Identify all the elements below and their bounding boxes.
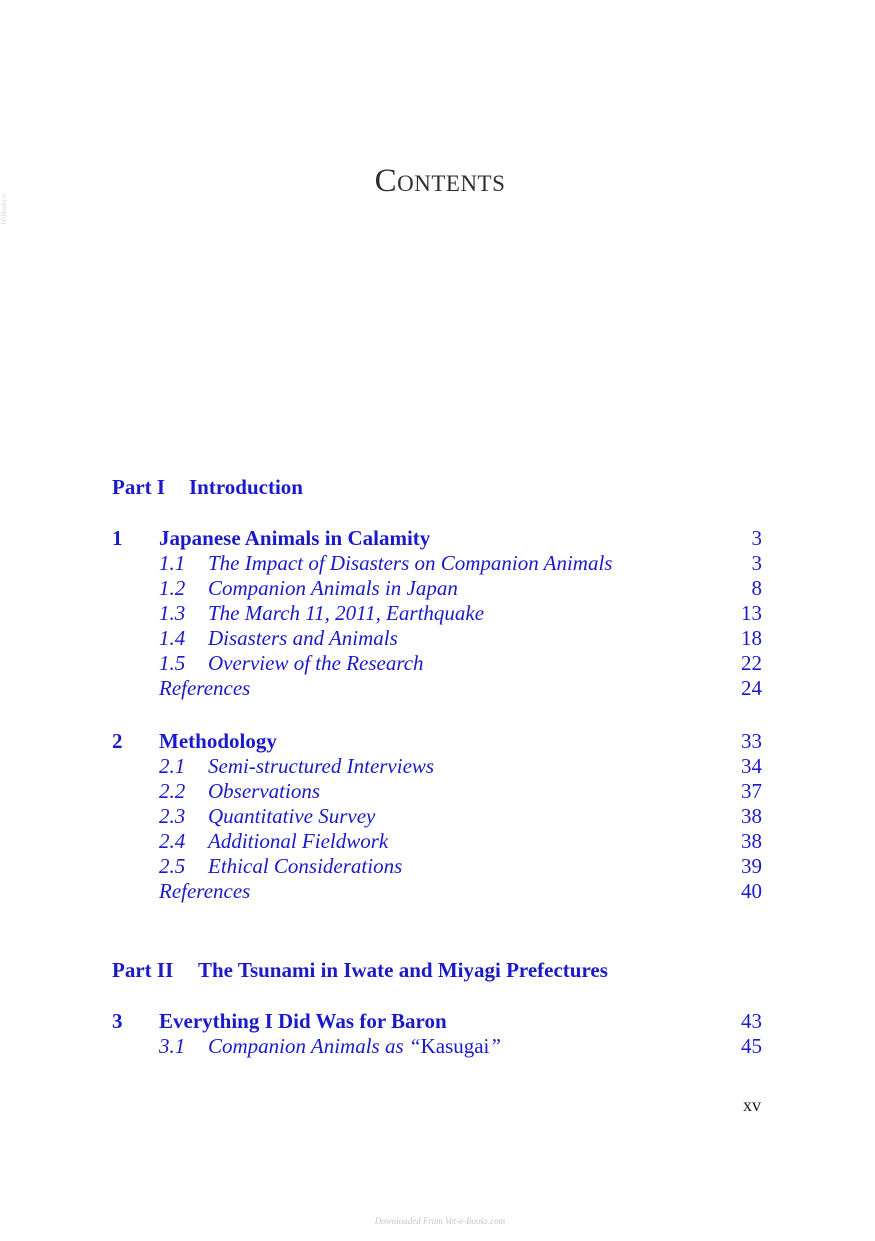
table-of-contents: [112, 473, 762, 1059]
section-number: 2.4: [159, 829, 186, 853]
section-number: 1.1: [159, 551, 186, 575]
references-title: References: [159, 676, 251, 700]
section-number: 1.3: [159, 601, 186, 625]
page-number: 45: [741, 1034, 762, 1058]
section-title: Overview of the Research: [208, 651, 424, 675]
page-title: Contents: [374, 163, 506, 199]
section-entry[interactable]: [112, 754, 762, 779]
side-watermark: VetBooks.ir: [0, 192, 8, 225]
section-number: 3.1: [159, 1034, 186, 1058]
section-number: 2.3: [159, 804, 186, 828]
page-number: 3: [751, 526, 762, 550]
part-title: The Tsunami in Iwate and Miyagi Prefectures: [198, 958, 608, 982]
section-title: The March 11, 2011, Earthquake: [208, 601, 485, 625]
section-entry[interactable]: [112, 576, 762, 601]
folio-page-number: xv: [743, 1095, 761, 1115]
section-entry[interactable]: [112, 601, 762, 626]
section-entry[interactable]: [112, 651, 762, 676]
page-number: 38: [741, 829, 762, 853]
part-heading[interactable]: [112, 473, 762, 501]
references-entry[interactable]: [112, 879, 762, 904]
page-number: 3: [751, 551, 762, 575]
chapter-title: Everything I Did Was for Baron: [159, 1009, 447, 1033]
part-number: Part II: [112, 958, 174, 982]
section-entry[interactable]: [112, 1034, 762, 1059]
section-title-prefix: Companion Animals as “: [208, 1034, 421, 1058]
section-entry[interactable]: [112, 829, 762, 854]
part-title: Introduction: [189, 475, 303, 499]
chapter-entry[interactable]: [112, 1009, 762, 1034]
section-title: [208, 1034, 762, 1059]
section-entry[interactable]: [112, 626, 762, 651]
section-title-term: Kasugai: [420, 1034, 490, 1058]
page-number: 22: [741, 651, 762, 675]
section-title: Additional Fieldwork: [208, 829, 389, 853]
footer-watermark: Downloaded From Vet-e-Books.com: [374, 1216, 506, 1226]
page-number: 24: [741, 676, 762, 700]
section-number: 1.5: [159, 651, 186, 675]
section-number: 1.4: [159, 626, 186, 650]
section-entry[interactable]: [112, 804, 762, 829]
page-number: 38: [741, 804, 762, 828]
page-number: 18: [741, 626, 762, 650]
section-number: 2.2: [159, 779, 186, 803]
page-number: 34: [741, 754, 762, 778]
section-title: Observations: [208, 779, 320, 803]
page-number: 13: [741, 601, 762, 625]
section-number: 2.1: [159, 754, 186, 778]
section-title: The Impact of Disasters on Companion Animals: [208, 551, 613, 575]
section-title: Companion Animals in Japan: [208, 576, 458, 600]
section-entry[interactable]: [112, 551, 762, 576]
chapter-number: 3: [112, 1009, 123, 1033]
page-number: 40: [741, 879, 762, 903]
references-title: References: [159, 879, 251, 903]
section-number: 1.2: [159, 576, 186, 600]
part-heading[interactable]: [112, 956, 762, 984]
chapter-entry[interactable]: [112, 526, 762, 551]
section-title: Semi-structured Interviews: [208, 754, 435, 778]
chapter-entry[interactable]: [112, 729, 762, 754]
chapter-number: 1: [112, 526, 123, 550]
page-number: 8: [751, 576, 762, 600]
page-number: 43: [741, 1009, 762, 1033]
section-title: Disasters and Animals: [208, 626, 398, 650]
part-number: Part I: [112, 475, 166, 499]
section-title: Quantitative Survey: [208, 804, 376, 828]
chapter-title: Japanese Animals in Calamity: [159, 526, 431, 550]
page-number: 39: [741, 854, 762, 878]
page-number: 33: [741, 729, 762, 753]
section-title-suffix: ”: [489, 1034, 502, 1058]
section-entry[interactable]: [112, 779, 762, 804]
references-entry[interactable]: [112, 676, 762, 701]
section-number: 2.5: [159, 854, 186, 878]
section-entry[interactable]: [112, 854, 762, 879]
section-title: Ethical Considerations: [208, 854, 403, 878]
chapter-number: 2: [112, 729, 123, 753]
page-number: 37: [741, 779, 762, 803]
chapter-title: Methodology: [159, 729, 277, 753]
